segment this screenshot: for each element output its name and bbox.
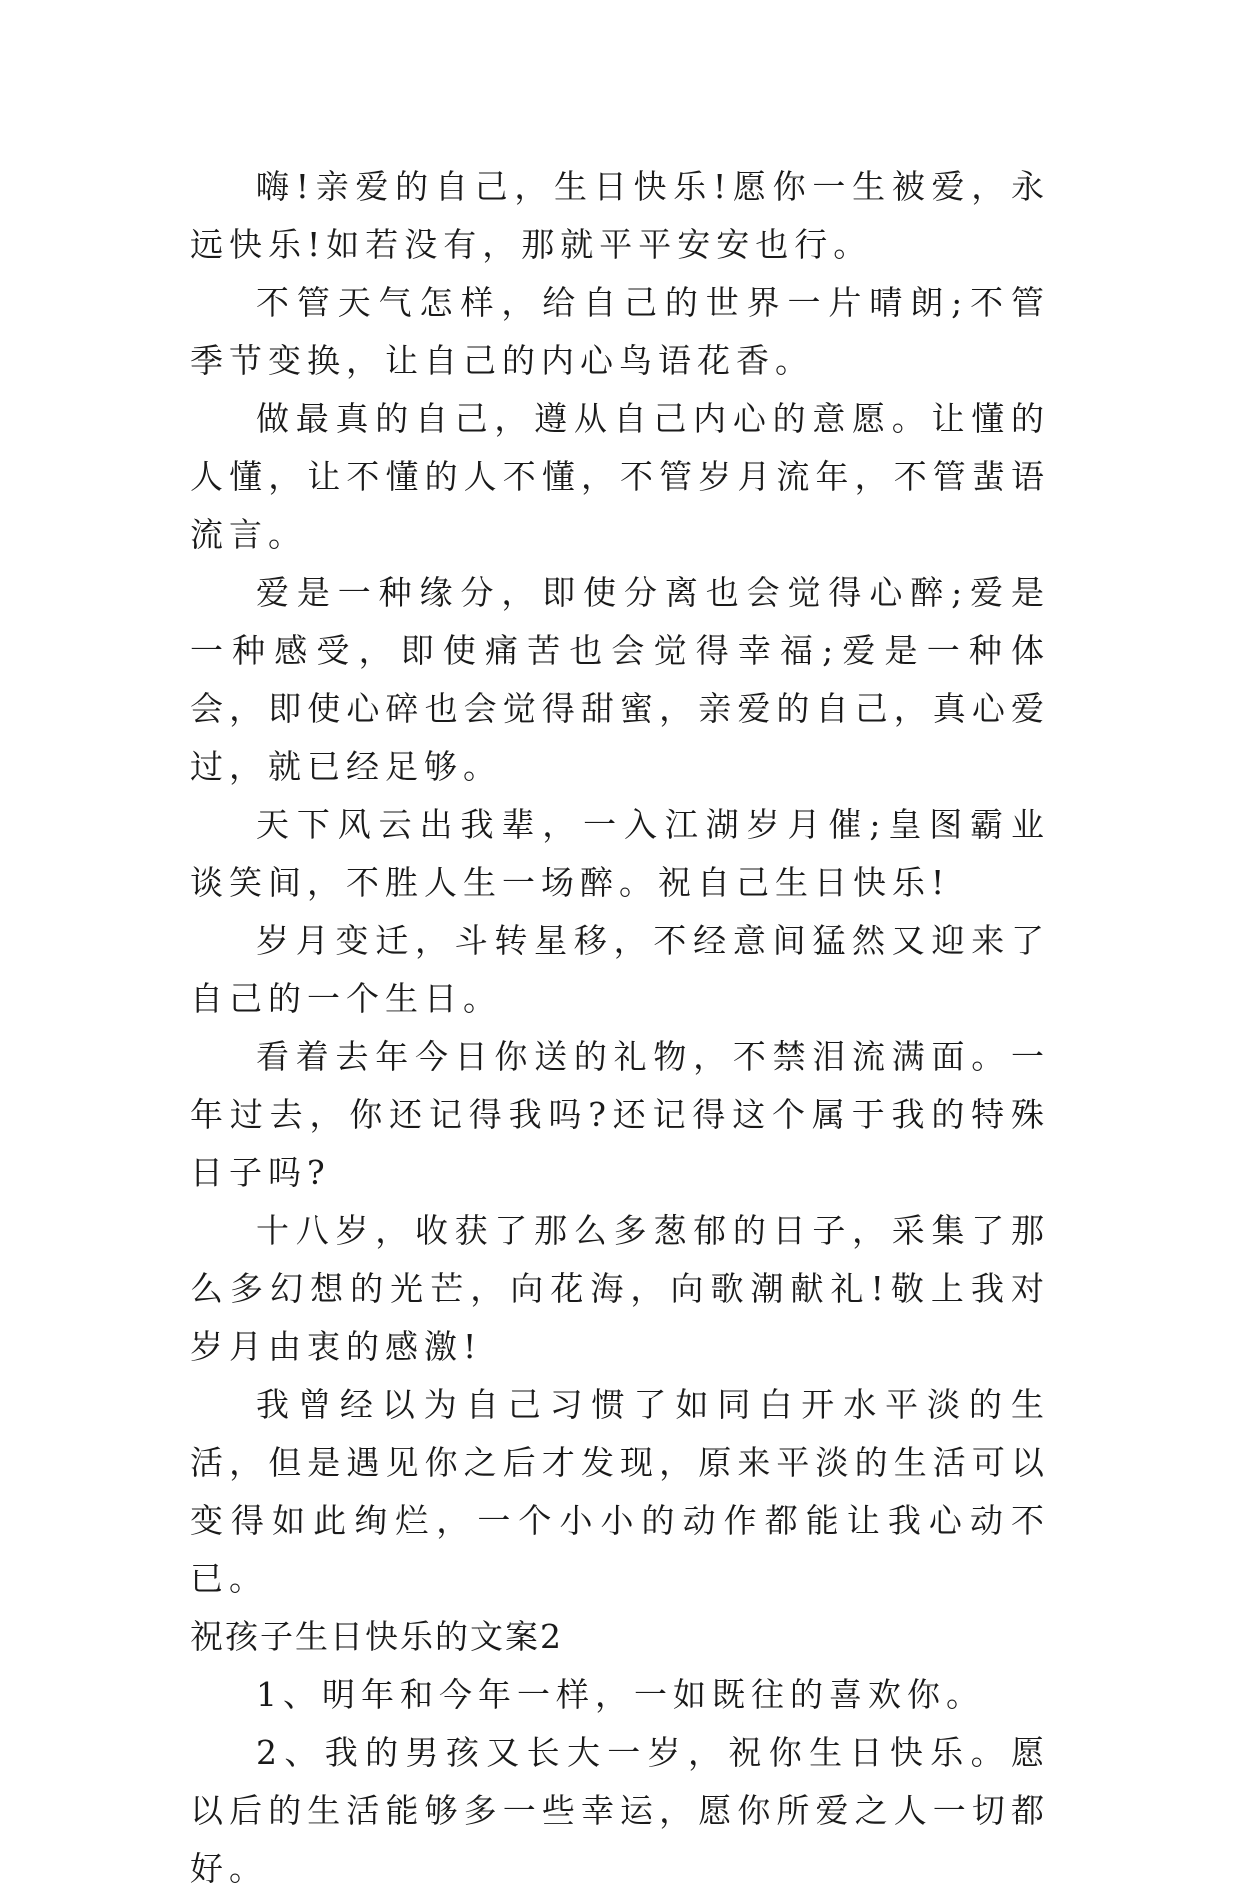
paragraph: 我曾经以为自己习惯了如同白开水平淡的生活，但是遇见你之后才发现，原来平淡的生活可以变得如此绚烂，一个小小的动作都能让我心动不已。 <box>190 1385 1050 1598</box>
paragraph: 天下风云出我辈，一入江湖岁月催;皇图霸业谈笑间，不胜人生一场醉。祝自己生日快乐! <box>190 805 1050 902</box>
paragraph: 嗨!亲爱的自己，生日快乐!愿你一生被爱，永远快乐!如若没有，那就平平安安也行。 <box>190 167 1050 264</box>
paragraph: 不管天气怎样，给自己的世界一片晴朗;不管季节变换，让自己的内心鸟语花香。 <box>190 283 1050 380</box>
list-item: 2、我的男孩又长大一岁，祝你生日快乐。愿以后的生活能够多一些幸运，愿你所爱之人一切都好。 <box>190 1733 1050 1888</box>
paragraph: 做最真的自己，遵从自己内心的意愿。让懂的人懂，让不懂的人不懂，不管岁月流年，不管蜚语流言。 <box>190 399 1050 554</box>
paragraph: 看着去年今日你送的礼物，不禁泪流满面。一年过去，你还记得我吗?还记得这个属于我的特殊日子吗? <box>190 1037 1050 1192</box>
list-item: 1、明年和今年一样，一如既往的喜欢你。 <box>256 1675 985 1714</box>
section-heading: 祝孩子生日快乐的文案2 <box>190 1617 563 1656</box>
document-body <box>190 158 1050 1898</box>
paragraph: 十八岁，收获了那么多葱郁的日子，采集了那么多幻想的光芒，向花海，向歌潮献礼!敬上我对岁月由衷的感激! <box>190 1211 1050 1366</box>
paragraph: 爱是一种缘分，即使分离也会觉得心醉;爱是一种感受，即使痛苦也会觉得幸福;爱是一种体会，即使心碎也会觉得甜蜜，亲爱的自己，真心爱过，就已经足够。 <box>190 573 1050 786</box>
paragraph: 岁月变迁，斗转星移，不经意间猛然又迎来了自己的一个生日。 <box>190 921 1050 1018</box>
